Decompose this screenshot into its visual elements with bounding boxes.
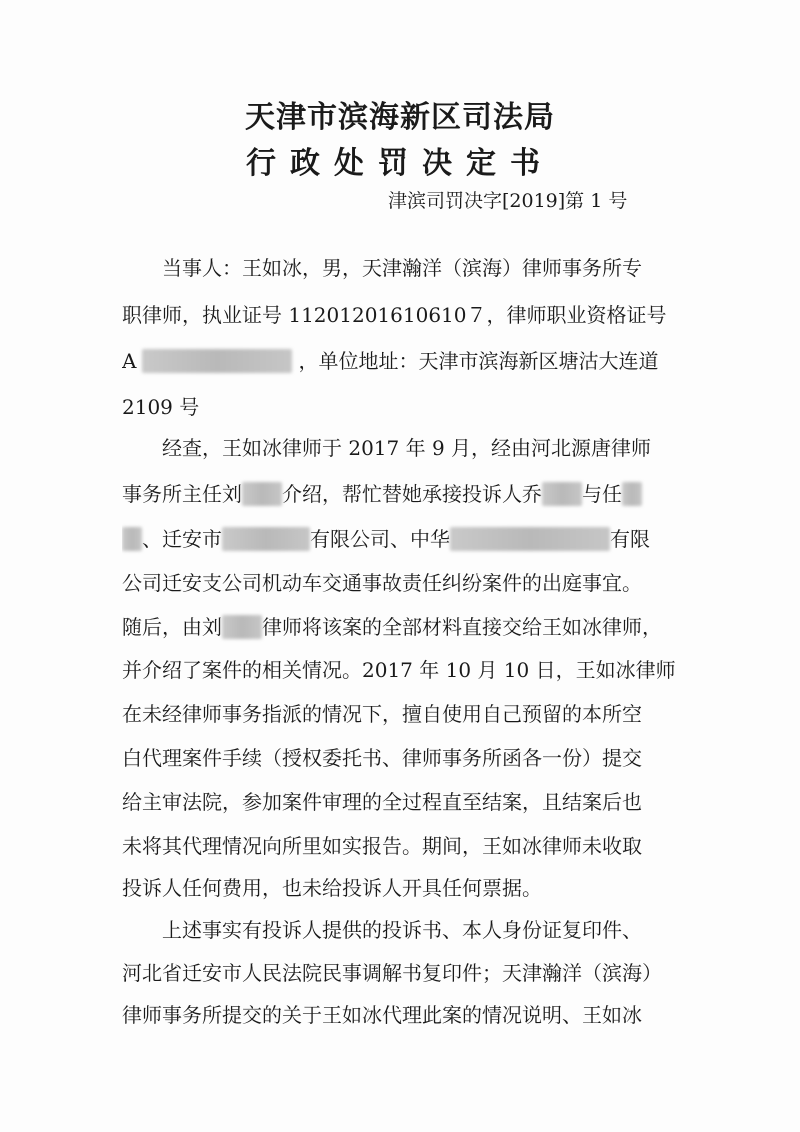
redacted-block bbox=[142, 349, 292, 373]
paragraph3-line2: 河北省迁安市人民法院民事调解书复印件；天津瀚洋（滨海） bbox=[122, 961, 662, 985]
text-segment: 、迁安市 bbox=[142, 527, 222, 551]
document-number: 津滨司罚决字[2019]第 1 号 bbox=[388, 190, 628, 212]
redacted-block bbox=[222, 527, 310, 551]
paragraph2-line3 bbox=[122, 523, 690, 555]
paragraph2-line1: 经查，王如冰律师于 2017 年 9 月，经由河北源唐律师 bbox=[162, 436, 652, 460]
redacted-block bbox=[122, 527, 142, 551]
text-segment: 介绍，帮忙替她承接投诉人乔 bbox=[282, 482, 542, 506]
paragraph2-line2 bbox=[122, 478, 690, 510]
redacted-block bbox=[242, 482, 282, 506]
document-title-line1: 天津市滨海新区司法局 bbox=[245, 100, 555, 135]
text-segment: 与任 bbox=[582, 482, 622, 506]
paragraph1-line3 bbox=[122, 345, 690, 377]
paragraph2-line6: 并介绍了案件的相关情况。2017 年 10 月 10 日，王如冰律师 bbox=[122, 658, 676, 682]
redacted-block bbox=[222, 615, 262, 639]
redacted-block bbox=[622, 482, 642, 506]
paragraph2-line5 bbox=[122, 611, 690, 643]
text-segment: 有限公司、中华 bbox=[310, 527, 450, 551]
redacted-block bbox=[450, 527, 610, 551]
paragraph2-line9: 给主审法院，参加案件审理的全过程直至结案，且结案后也 bbox=[122, 790, 642, 814]
redacted-block bbox=[542, 482, 582, 506]
paragraph3-line3: 律师事务所提交的关于王如冰代理此案的情况说明、王如冰 bbox=[122, 1003, 642, 1027]
text-segment: A bbox=[122, 349, 137, 373]
text-segment: 有限 bbox=[610, 527, 650, 551]
paragraph2-line10: 未将其代理情况向所里如实报告。期间，王如冰律师未收取 bbox=[122, 834, 642, 858]
paragraph3-line1: 上述事实有投诉人提供的投诉书、本人身份证复印件、 bbox=[162, 918, 642, 942]
paragraph1-line1: 当事人：王如冰，男，天津瀚洋（滨海）律师事务所专 bbox=[162, 256, 642, 280]
document-title-line2: 行政处罚决定书 bbox=[246, 146, 554, 181]
paragraph2-line8: 白代理案件手续（授权委托书、律师事务所函各一份）提交 bbox=[122, 746, 642, 770]
text-segment: 随后，由刘 bbox=[122, 615, 222, 639]
text-segment: 事务所主任刘 bbox=[122, 482, 242, 506]
paragraph1-line2: 职律师，执业证号 11201201610610７，律师职业资格证号 bbox=[122, 303, 667, 327]
paragraph2-line11: 投诉人任何费用，也未给投诉人开具任何票据。 bbox=[122, 876, 542, 900]
paragraph1-line4: 2109 号 bbox=[122, 395, 200, 419]
paragraph2-line4: 公司迁安支公司机动车交通事故责任纠纷案件的出庭事宜。 bbox=[122, 571, 642, 595]
paragraph2-line7: 在未经律师事务指派的情况下，擅自使用自己预留的本所空 bbox=[122, 702, 642, 726]
text-segment: ，单位地址：天津市滨海新区塘沽大连道 bbox=[298, 349, 659, 373]
text-segment: 律师将该案的全部材料直接交给王如冰律师， bbox=[262, 615, 662, 639]
